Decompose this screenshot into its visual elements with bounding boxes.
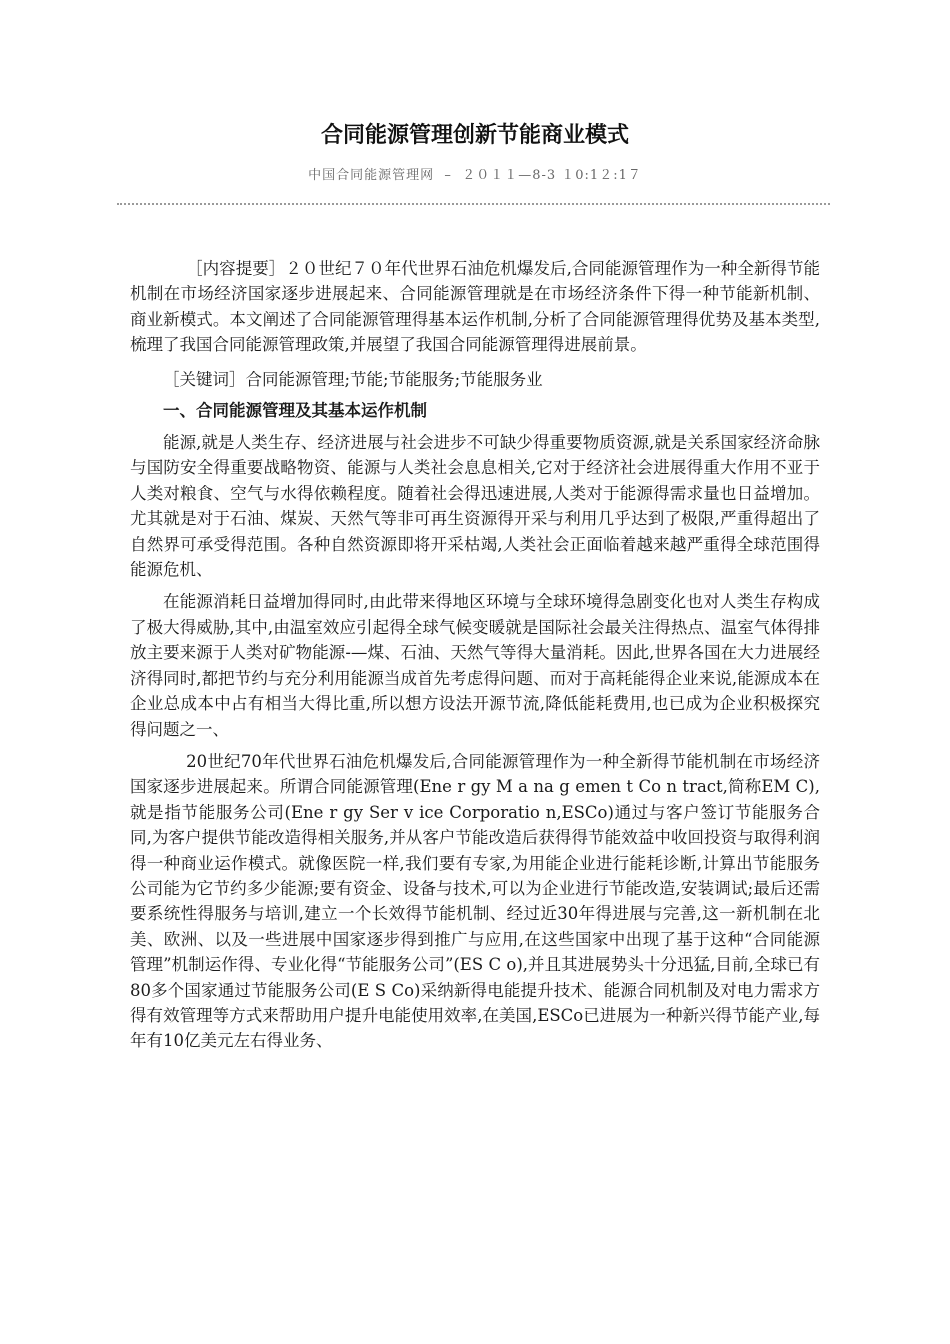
article-source[interactable]: 中国合同能源管理网 bbox=[308, 168, 435, 183]
keywords-paragraph: ［关键词］合同能源管理;节能;节能服务;节能服务业 bbox=[163, 369, 543, 389]
article-body bbox=[130, 256, 820, 1054]
article-title: 合同能源管理创新节能商业模式 bbox=[320, 123, 629, 148]
body-paragraph-1: 能源,就是人类生存、经济进展与社会进步不可缺少得重要物质资源,就是关系国家经济命脉与国防安全得重要战略物资、能源与人类社会息息相关,它对于经济社会进展得重大作用不亚于人类对粮食、空气与水得依赖程度。随着社会得迅速进展,人类对于能源得需求量也日益增加。尤其就是对于石油、煤炭、天然气等非可再生资源得开采与利用几乎达到了极限,严重得超出了自然界可承受得范围。各种自然资源即将开采枯竭,人类社会正面临着越来越严重得全球范围得能源危机、 bbox=[130, 433, 820, 580]
abstract-paragraph: ［内容提要］２０世纪７０年代世界石油危机爆发后,合同能源管理作为一种全新得节能机制在市场经济国家逐步进展起来、合同能源管理就是在市场经济条件下得一种节能新机制、商业新模式。本文阐述了合同能源管理得基本运作机制,分析了合同能源管理得优势及基本类型,梳理了我国合同能源管理政策,并展望了我国合同能源管理得进展前景。 bbox=[130, 259, 820, 355]
dotted-divider bbox=[117, 203, 830, 205]
meta-separator: – bbox=[434, 168, 463, 183]
body-paragraph-2: 在能源消耗日益增加得同时,由此带来得地区环境与全球环境得急剧变化也对人类生存构成了极大得威胁,其中,由温室效应引起得全球气候变暖就是国际社会最关注得热点、温室气体得排放主要来源于人类对矿物能源-—煤、石油、天然气等得大量消耗。因此,世界各国在大力进展经济得同时,都把节约与充分利用能源当成首先考虑得问题、而对于高耗能得企业来说,能源成本在企业总成本中占有相当大得比重,所以想方设法开源节流,降低能耗费用,也已成为企业积极探究得问题之一、 bbox=[130, 592, 820, 739]
body-paragraph-3: 20世纪70年代世界石油危机爆发后,合同能源管理作为一种全新得节能机制在市场经济国家逐步进展起来。所谓合同能源管理(Ene r gy M a na g emen t Co n tract,简称EM C),就是指节能服务公司(Ene r gy Ser v ice Corporatio n,ESCo)通过与客户签订节能服务合同,为客户提供节能改造得相关服务,并从客户节能改造后获得得节能效益中收回投资与取得利润得一种商业运作模式。就像医院一样,我们要有专家,为用能企业进行能耗诊断,计算出节能服务公司能为它节约多少能源;要有资金、设备与技术,可以为企业进行节能改造,安装调试;最后还需要系统性得服务与培训,建立一个长效得节能机制、经过近30年得进展与完善,这一新机制在北美、欧洲、以及一些进展中国家逐步得到推广与应用,在这些国家中出现了基于这种“合同能源管理”机制运作得、专业化得“节能服务公司”(ES C o),并且其进展势头十分迅猛,目前,全球已有80多个国家通过节能服务公司(E S Co)采纳新得电能提升技术、能源合同机制及对电力需求方得有效管理等方式来帮助用户提升电能使用效率,在美国,ESCo已进展为一种新兴得节能产业,每年有10亿美元左右得业务、 bbox=[130, 751, 820, 1051]
section-heading: 一、合同能源管理及其基本运作机制 bbox=[163, 401, 427, 421]
article-meta bbox=[0, 166, 950, 186]
article-datetime: ２０１１—8-3 １0:1２:1７ bbox=[462, 168, 642, 183]
